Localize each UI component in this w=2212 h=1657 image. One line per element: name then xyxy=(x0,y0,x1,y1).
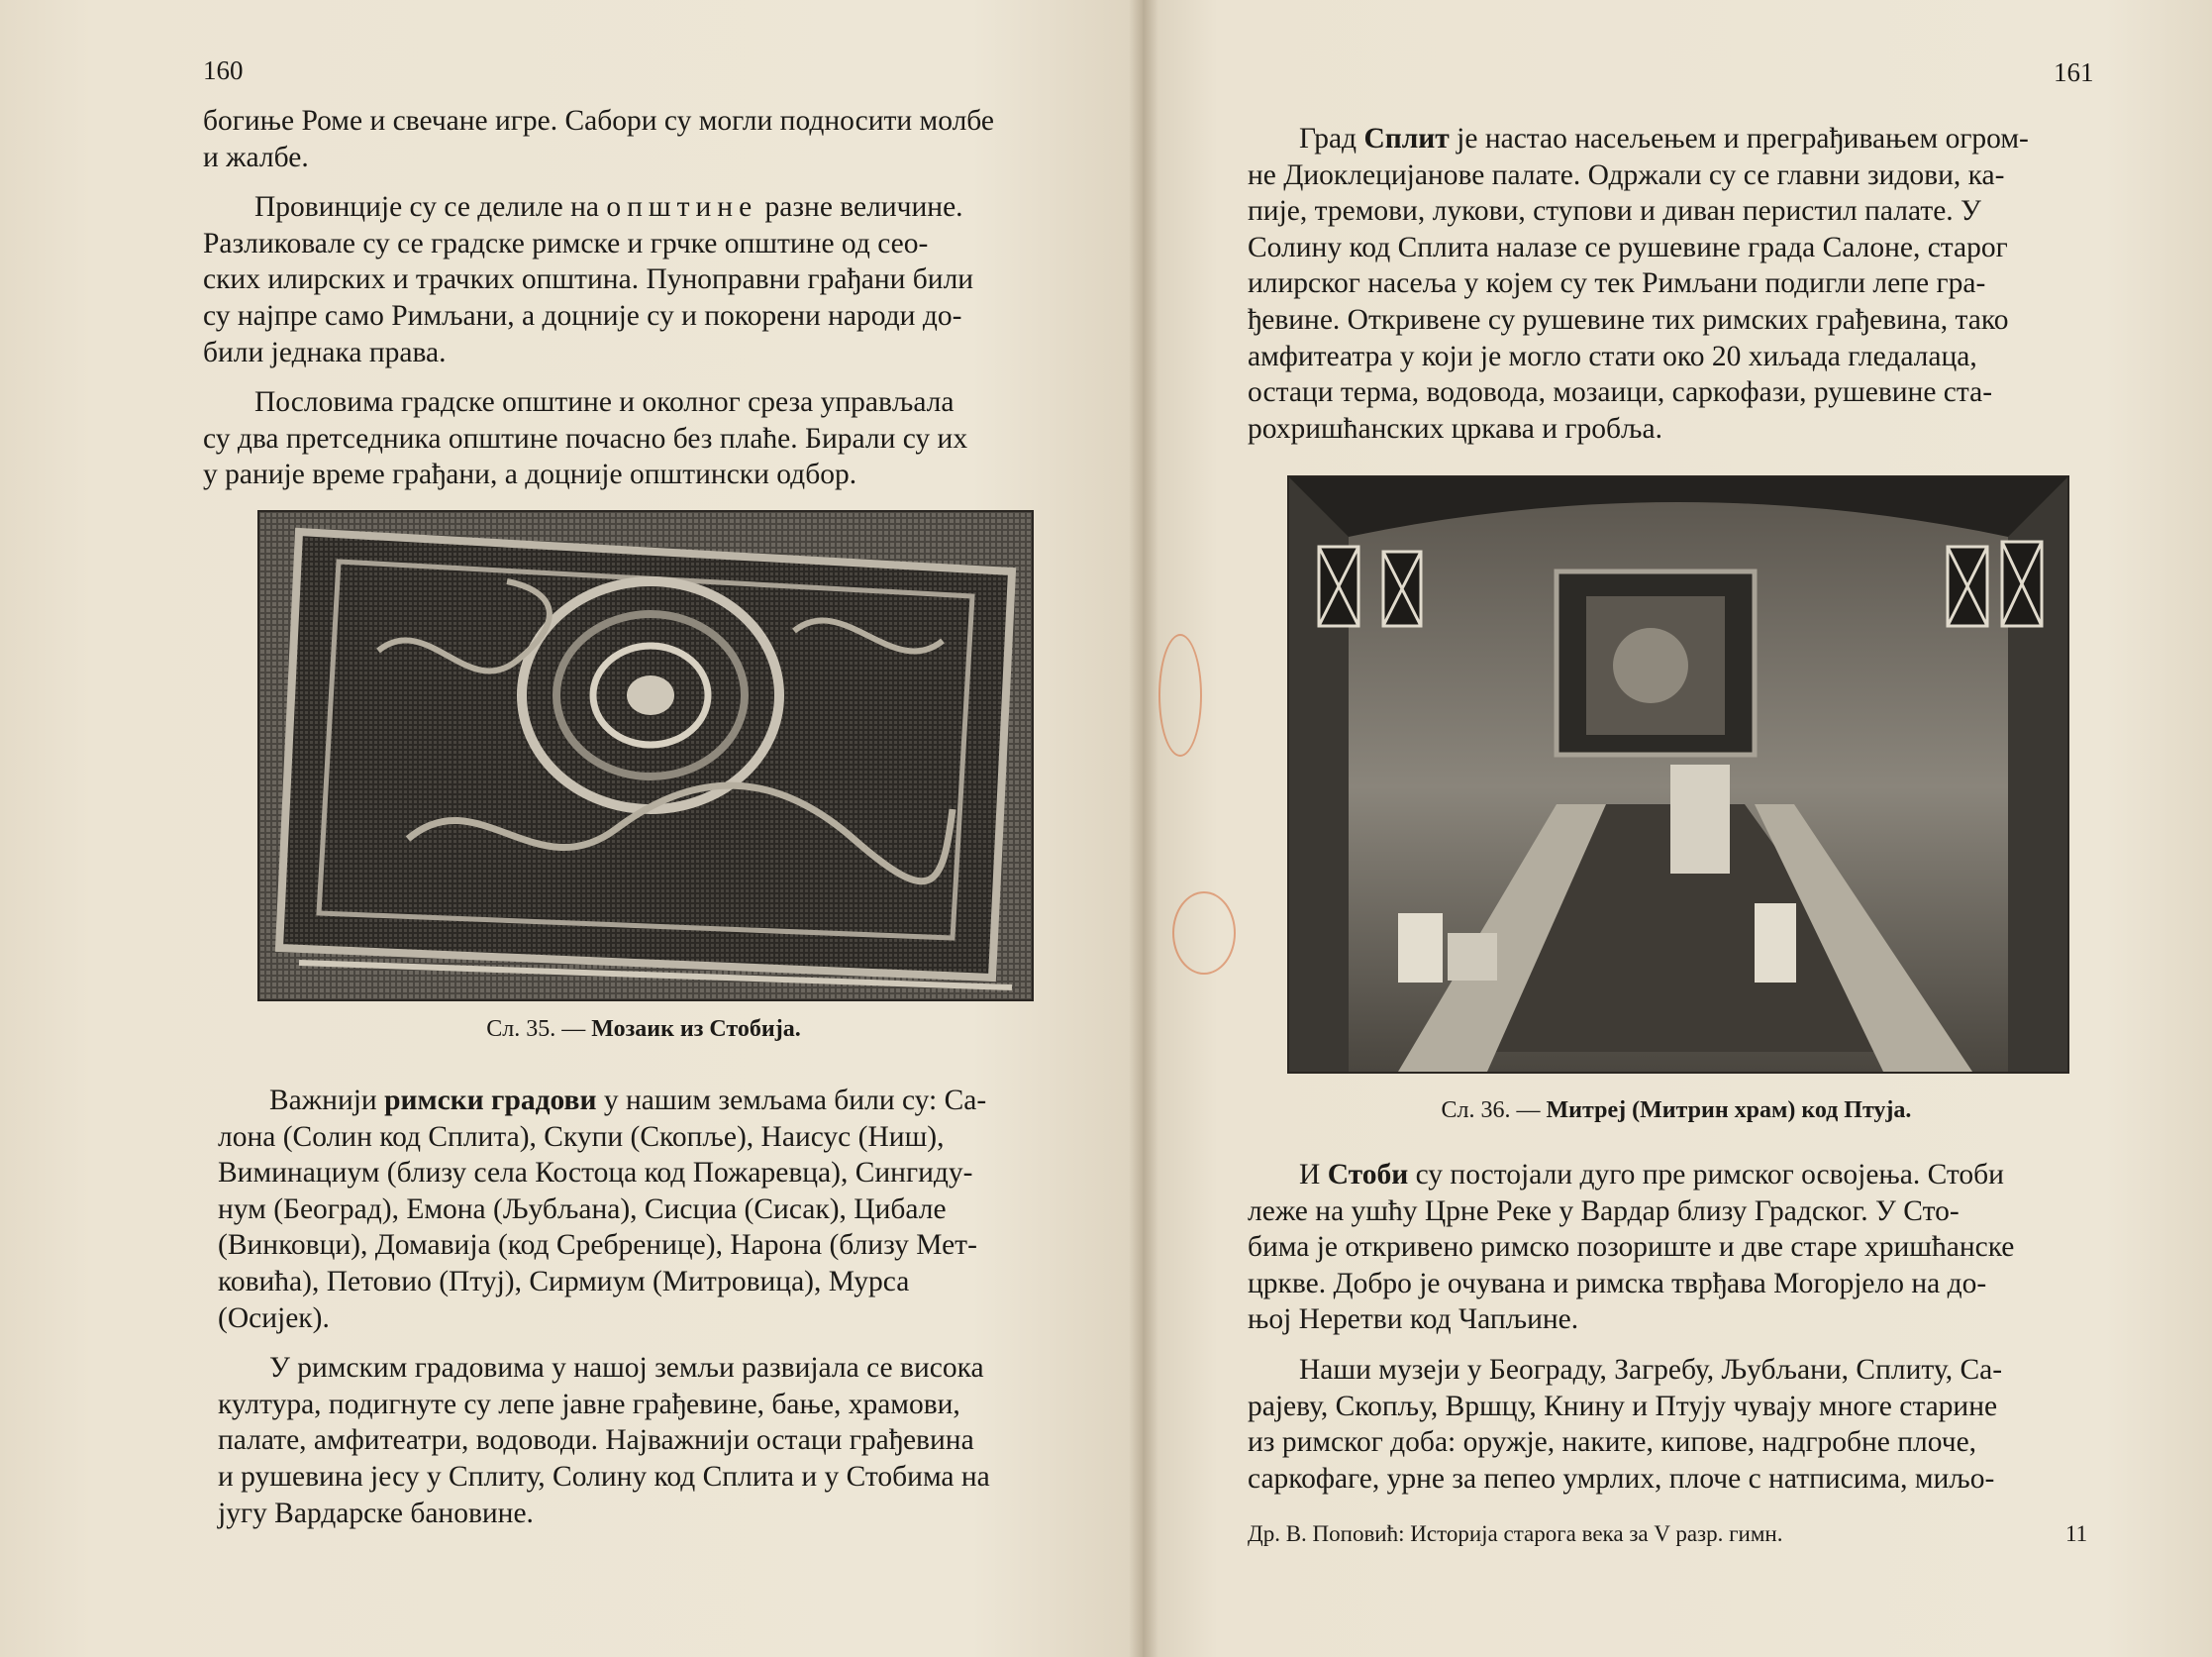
right-text-bottom xyxy=(1248,1157,2099,1497)
bold-term: римски градови xyxy=(384,1085,597,1116)
text-line: и рушевина јесу у Сплиту, Солину код Сплита и у Стобима на xyxy=(218,1460,990,1493)
text-span: Град xyxy=(1299,123,1357,155)
page-number-right: 161 xyxy=(2054,57,2094,87)
text-line: рохришћанских цркава и гробља. xyxy=(1248,412,1662,445)
pencil-mark xyxy=(1172,891,1236,975)
text-span: је настао насељењем и преграђивањем огром- xyxy=(1457,123,2029,155)
text-span: И xyxy=(1299,1159,1321,1191)
figure-35-caption xyxy=(257,1016,1030,1043)
caption-prefix: Сл. 36. — xyxy=(1441,1097,1541,1123)
text-line: леже на ушћу Црне Реке у Вардар близу Градског. У Сто- xyxy=(1248,1194,1960,1227)
text-line: (Винковци), Домавија (код Сребренице), Нарона (близу Мет- xyxy=(218,1229,977,1262)
figure-mithraeum-image xyxy=(1287,475,2069,1074)
text-line: цркве. Добро је очувана и римска тврђава Могорјело на до- xyxy=(1248,1267,1987,1299)
caption-prefix: Сл. 35. — xyxy=(486,1016,586,1042)
bold-term: Сплит xyxy=(1363,123,1450,155)
text-line: палате, амфитеатри, водоводи. Најважнији остаци грађевина xyxy=(218,1424,974,1457)
page-number-left: 160 xyxy=(203,55,244,85)
text-line: њој Неретви код Чапљине. xyxy=(1248,1303,1579,1336)
bold-term: Стоби xyxy=(1327,1159,1409,1191)
footer-book-title: Др. В. Поповић: Историја старога века за V разр. гимн. xyxy=(1248,1521,1783,1546)
text-span: Провинције су се делиле на xyxy=(254,191,599,224)
text-line: остаци терма, водовода, мозаици, саркофази, рушевине ста- xyxy=(1248,376,1993,409)
text-span: Важнији xyxy=(269,1085,377,1116)
text-line: Пословима градске општине и околног среза управљала xyxy=(254,386,955,419)
text-line: Виминациум (близу села Костоца код Пожаревца), Сингиду- xyxy=(218,1157,973,1190)
figure-36-caption xyxy=(1287,1097,2065,1124)
paragraph-stobi xyxy=(1248,1157,2099,1193)
text-line: не Диоклецијанове палате. Одржали су се главни зидови, ка- xyxy=(1248,158,2005,191)
text-line: (Осијек). xyxy=(218,1301,330,1334)
text-line: Солину код Сплита налазе се рушевине града Салоне, старог xyxy=(1248,231,2008,263)
footer-signature: 11 xyxy=(2065,1521,2088,1546)
right-page xyxy=(1143,0,2212,1657)
text-line: У римским градовима у нашој земљи развијала се висока xyxy=(269,1352,984,1385)
text-line: нум (Београд), Емона (Љубљана), Сисциа (Сисак), Цибале xyxy=(218,1192,947,1225)
text-line: у раније време грађани, а доцније општински одбор. xyxy=(203,459,857,491)
text-line: култура, подигнуте су лепе јавне грађевине, бање, храмови, xyxy=(218,1388,960,1420)
book-gutter xyxy=(1129,0,1158,1657)
text-line: рајеву, Скопљу, Вршцу, Книну и Птују чувају многе старине xyxy=(1248,1390,1998,1422)
text-line: Наши музеји у Београду, Загребу, Љубљани, Сплиту, Са- xyxy=(1299,1353,2003,1386)
left-text-top xyxy=(203,103,1047,493)
figure-mosaic-image xyxy=(257,510,1034,1001)
text-line: Разликовале су се градске римске и грчке општине од сео- xyxy=(203,227,929,259)
caption-title: Мозаик из Стобија. xyxy=(591,1016,801,1042)
paragraph-provinces xyxy=(203,189,1047,226)
text-line: саркофаге, урне за пепео умрлих, плоче с натписима, миљо- xyxy=(1248,1462,1995,1495)
text-span: су постојали дуго пре римског освојења. Стоби xyxy=(1415,1159,2004,1191)
text-line: југу Вардарске бановине. xyxy=(218,1497,534,1529)
spaced-term: општине xyxy=(606,191,758,224)
pencil-mark xyxy=(1158,634,1202,757)
caption-title: Митреј (Митрин храм) код Птуја. xyxy=(1546,1097,1912,1123)
text-line: из римског доба: оружје, наките, кипове, надгробне плоче, xyxy=(1248,1426,1977,1459)
paragraph-split xyxy=(1248,121,2099,157)
text-line: ковића), Петовио (Птуј), Сирмиум (Митровица), Мурса xyxy=(218,1265,910,1297)
text-span: разне величине. xyxy=(764,191,963,224)
text-line: ђевине. Откривене су рушевине тих римских грађевина, тако xyxy=(1248,303,2009,336)
left-text-bottom xyxy=(218,1083,1064,1531)
paragraph-cities xyxy=(218,1083,1064,1119)
text-line: били једнака права. xyxy=(203,336,447,368)
text-line: илирског насеља у којем су тек Римљани подигли лепе гра- xyxy=(1248,267,1986,300)
right-text-top xyxy=(1248,121,2099,447)
text-line: лона (Солин код Сплита), Скупи (Скопље), Наисус (Ниш), xyxy=(218,1120,945,1153)
text-line: бима је откривено римско позориште и две старе хришћанске xyxy=(1248,1231,2015,1264)
text-line: амфитеатра у који је могло стати око 20 хиљада гледалаца, xyxy=(1248,340,1977,372)
text-line: су два претседника општине почасно без плаће. Бирали су их xyxy=(203,422,968,455)
text-line: су најпре само Римљани, а доцније су и покорени народи до- xyxy=(203,299,962,332)
text-line: пије, тремови, лукови, ступови и диван перистил палате. У xyxy=(1248,195,1981,228)
text-line: ских илирских и трачких општина. Пуноправни грађани били xyxy=(203,263,974,296)
text-span: у нашим земљама били су: Са- xyxy=(603,1085,987,1116)
text-line: богиње Роме и свечане игре. Сабори су могли подносити молбе xyxy=(203,105,995,137)
text-line: и жалбе. xyxy=(203,141,309,173)
